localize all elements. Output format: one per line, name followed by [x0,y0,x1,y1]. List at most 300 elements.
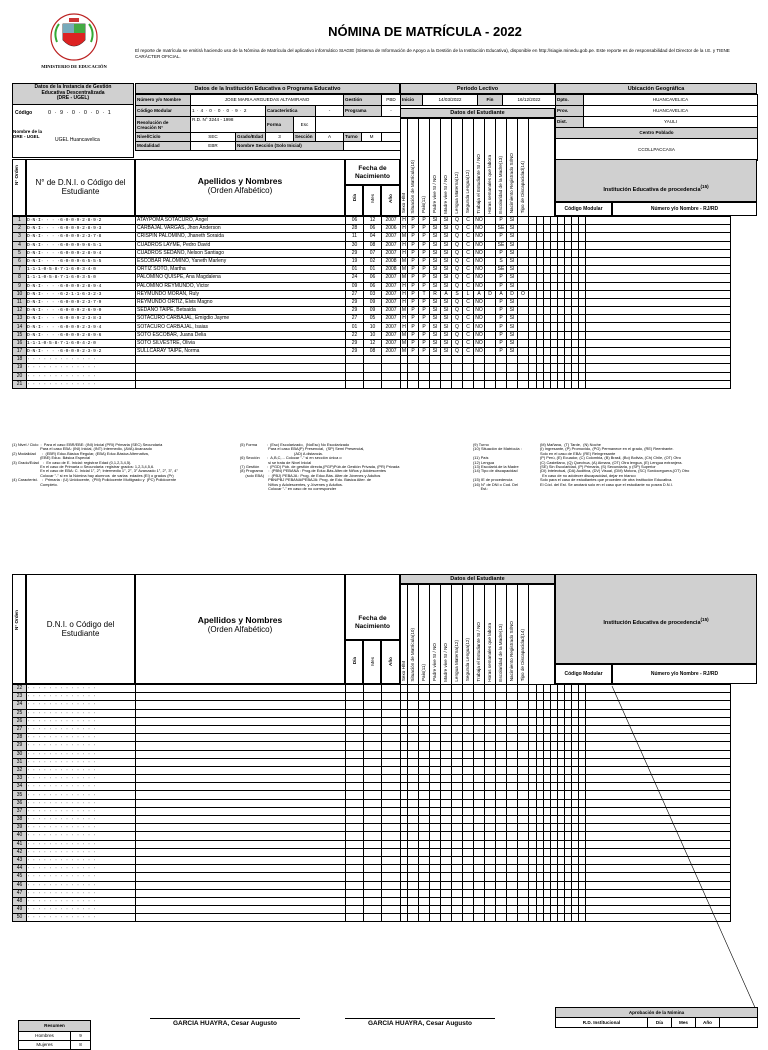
proc-cell [551,266,558,274]
empty-dni: · · · · · · · · · · · · · [27,734,136,742]
proc-cell [529,380,537,388]
proc-name [586,331,731,339]
birth-day: 01 [346,266,364,274]
empty-cell [430,775,441,783]
empty-cell [401,799,408,807]
empty-cell [485,685,496,693]
empty-cell [136,914,346,922]
empty-cell [346,832,364,840]
empty-dni: · · · · · · · · · · · · · [27,372,136,380]
proc-cell [551,758,558,766]
empty-cell [382,897,401,905]
header2-orden-text: N° Orden [14,610,19,630]
proc-cell [579,766,586,774]
empty-cell [136,783,346,791]
proc-cell [544,364,551,372]
birth-year: 2007 [382,315,401,323]
empty-cell [452,380,463,388]
empty-cell [474,380,485,388]
empty-cell [485,848,496,856]
student-attr: Q [452,323,463,331]
empty-cell [364,856,382,864]
student-attr: SI [507,274,518,282]
proc-cell [565,717,572,725]
empty-cell [474,372,485,380]
student-dni: D·N·I· · · ·6·0·0·9·2·8·9·3 [27,225,136,233]
birth-day: 29 [346,339,364,347]
proc-cell [544,290,551,298]
student-attr: P [419,348,430,356]
student-attr [485,339,496,347]
empty-cell [346,865,364,873]
empty-cell [419,783,430,791]
ugel-title-text: Datos de la Instancia de Gestión Educativa Descentralizada [34,84,112,96]
student-attr: C [463,323,474,331]
empty-cell [401,881,408,889]
student-name: REYMUNDO MORAN, Ruly [136,290,346,298]
empty-cell [346,897,364,905]
proc-cell [551,372,558,380]
student-attr: C [463,348,474,356]
proc-cell [544,807,551,815]
empty-cell [463,906,474,914]
birth-year: 2007 [382,282,401,290]
student-attr: P [496,339,507,347]
empty-cell [441,832,452,840]
row-number: 31 [13,758,27,766]
proc-cell [529,848,537,856]
vcol-header [518,585,529,685]
proc-cell [529,315,537,323]
table-row [13,364,731,372]
empty-cell [452,742,463,750]
student-name: CRISPIN PALOMINO, Jhaneth Soraida [136,233,346,241]
student-attr: Q [452,241,463,249]
row-number: 45 [13,873,27,881]
student-attr [518,249,529,257]
empty-cell [474,758,485,766]
empty-cell [441,906,452,914]
proc-cell [551,323,558,331]
student-attr: NO [475,348,483,355]
header2-codmod: Código Modular [555,664,612,684]
empty-cell [452,848,463,856]
empty-cell [364,766,382,774]
ie-programa-label: Programa [344,106,382,117]
proc-cell [572,824,579,832]
empty-cell [441,865,452,873]
student-name: PALOMINO REYMUNDO, Victor [136,282,346,290]
ie-turno-blank [382,133,401,142]
vcol-header-text: Sexo H/M [401,661,407,682]
row-number: 33 [13,775,27,783]
empty-cell [452,881,463,889]
student-attr [518,348,529,356]
proc-cell [544,323,551,331]
empty-cell [419,717,430,725]
student-attr [518,307,529,315]
geo-cp-title: Centro Poblado [556,128,758,139]
proc-cell [551,233,558,241]
empty-cell [452,750,463,758]
empty-cell [408,685,419,693]
empty-cell [419,906,430,914]
coat-of-arms-icon [49,12,99,62]
empty-cell [430,783,441,791]
student-attr [518,233,529,241]
proc-cell [579,372,586,380]
birth-month: 08 [364,348,382,356]
student-attr: M [401,233,407,240]
row-number: 32 [13,766,27,774]
empty-cell [382,758,401,766]
empty-cell [364,824,382,832]
birth-day: 28 [346,225,364,233]
empty-cell [430,881,441,889]
table-row [13,233,731,241]
student-attr: Q [452,331,463,339]
student-attr: Q [452,257,463,265]
empty-cell [518,848,529,856]
vcol-header [463,119,474,217]
empty-cell [441,856,452,864]
empty-cell [496,840,507,848]
proc-cell [537,249,544,257]
proc-cell [579,225,586,233]
empty-cell [496,364,507,372]
empty-dni: · · · · · · · · · · · · · [27,897,136,905]
empty-cell [382,856,401,864]
proc-cell [544,856,551,864]
empty-cell [463,807,474,815]
resumen-title: Resumen [19,1021,91,1032]
empty-cell [408,816,419,824]
legend-col4: (M) Mañana, (T) Tarde, (N) Noche (I) Ingresante, (P) Promovido, (PG) Permanece en el grado, (RE) Reentrante. Solo en el caso de EBA: (RE) Reingresante (P) Perú, (E) Ecuador, (C) Colombia, (B) Brasil, (Bo) Bolivia, (Ch) Chile, (OT) Otro (C) Castellano, (Q) Quechua, (A) Aimara, (OT) Otra lengua, (E) Lengua extranjera. (SE) Sin Escolaridad, (P) Primaria, (S) Secundaria, y (SP) Superior (DI) Intelectual, (DA) Auditiva, (DV) Visual, (DM) Motora, (SC) Sordoceguera,(OT) Otro En caso de no adolecer discapacidad, dejar en blanco Solo para el caso de estudiantes que proceden de otra Institución Educativa. El Cód. del Est. Se anotará solo en el caso que el estudiante no posea D.N.I. [540,442,690,487]
proc-cell [565,881,572,889]
birth-day: 24 [346,274,364,282]
empty-cell [401,775,408,783]
empty-dni: · · · · · · · · · · · · · [27,685,136,693]
student-name: ORTIZ SOTO, Martha [136,266,346,274]
empty-cell [518,807,529,815]
empty-cell [382,750,401,758]
student-attr: SI [507,241,518,249]
empty-cell [136,881,346,889]
empty-cell [382,906,401,914]
student-attr [518,225,529,233]
student-attr: SI [507,323,518,331]
empty-cell [136,775,346,783]
student-attr: O [518,290,529,298]
proc-cell [551,701,558,709]
proc-cell [558,840,565,848]
empty-cell [346,758,364,766]
empty-cell [496,693,507,701]
birth-day: 29 [346,307,364,315]
proc-cell [537,380,544,388]
student-attr: H [402,290,406,297]
empty-cell [401,356,408,364]
proc-cell [551,348,558,356]
empty-cell [408,848,419,856]
empty-cell [419,840,430,848]
student-attr: SI [430,282,441,290]
proc-cell [537,775,544,783]
vcol-header [485,119,496,217]
proc-cell [565,725,572,733]
empty-cell [452,783,463,791]
proc-cell [572,380,579,388]
student-attr: P [496,282,507,290]
header-fecha: Fecha de Nacimiento [345,159,400,185]
header-dni [26,159,135,216]
vcol-header-text: Horas semanales que labora [487,622,493,682]
empty-cell [441,758,452,766]
student-attr: SI [441,331,452,339]
student-attr: C [463,225,474,233]
empty-cell [430,725,441,733]
empty-cell [485,816,496,824]
proc-cell [529,217,537,225]
vcol-header-text: Tipo de Discapacidad(14) [520,629,526,682]
header2-numnom: Número y/o Nombre - RJ/RD [612,664,757,684]
proc-cell [579,832,586,840]
empty-cell [507,824,518,832]
student-attr: H [402,241,406,248]
proc-cell [558,249,565,257]
empty-cell [463,758,474,766]
proc-cell [572,331,579,339]
empty-cell [408,881,419,889]
student-attr: SI [430,241,441,249]
empty-cell [419,865,430,873]
proc-cell [537,364,544,372]
aprob-title: Aprobación de la Nómina [556,1008,758,1018]
student-attr: C [463,274,474,282]
proc-cell [537,282,544,290]
student-attr: C [463,307,474,315]
empty-cell [430,734,441,742]
empty-cell [401,725,408,733]
empty-cell [485,734,496,742]
periodo-fin: 16/12/2022 [503,95,556,106]
proc-cell [537,217,544,225]
proc-cell [537,742,544,750]
empty-cell [136,816,346,824]
empty-cell [496,685,507,693]
proc-cell [544,832,551,840]
ie-forma: Esc [294,117,316,133]
proc-cell [544,701,551,709]
proc-cell [551,380,558,388]
empty-cell [496,775,507,783]
empty-cell [463,717,474,725]
row-number: 20 [13,372,27,380]
empty-cell [346,380,364,388]
proc-cell [572,775,579,783]
birth-year: 2007 [382,241,401,249]
empty-cell [463,734,474,742]
birth-month: 02 [364,257,382,265]
proc-cell [537,685,544,693]
ie-nivel: SEC [191,133,236,142]
empty-cell [474,725,485,733]
proc-cell [529,881,537,889]
vcol-header [401,119,408,217]
empty-cell [452,914,463,922]
proc-cell [537,889,544,897]
proc-cell [565,356,572,364]
proc-cell [537,693,544,701]
row-number: 11 [13,298,27,306]
student-attr: T [419,290,430,298]
empty-cell [474,766,485,774]
proc-cell [544,758,551,766]
proc-cell [537,307,544,315]
geo-dpto-label: Dpto. [556,95,584,106]
row-number: 19 [13,364,27,372]
empty-cell [474,750,485,758]
proc-cell [565,791,572,799]
empty-cell [430,364,441,372]
empty-cell [518,766,529,774]
proc-cell [579,717,586,725]
student-attr: SI [507,225,518,233]
empty-cell [441,734,452,742]
empty-cell [430,816,441,824]
birth-month: 05 [364,315,382,323]
birth-month: 01 [364,266,382,274]
birth-year: 2007 [382,323,401,331]
empty-cell [496,742,507,750]
empty-cell [430,799,441,807]
birth-day: 29 [346,298,364,306]
geo-prov: HUANCAVELICA [584,106,758,117]
empty-dni: · · · · · · · · · · · · · [27,881,136,889]
empty-cell [474,824,485,832]
empty-cell [485,783,496,791]
empty-cell [452,356,463,364]
proc-cell [572,315,579,323]
empty-cell [430,791,441,799]
proc-cell [579,897,586,905]
row-number: 38 [13,816,27,824]
empty-cell [485,693,496,701]
row-number: 17 [13,348,27,356]
empty-cell [452,766,463,774]
proc-cell [565,233,572,241]
empty-cell [382,701,401,709]
empty-cell [136,717,346,725]
birth-day: 09 [346,282,364,290]
birth-year: 2007 [382,298,401,306]
ie-nomsec-label: Nombre Sección (Solo Inicial) [236,142,344,151]
empty-cell [452,807,463,815]
empty-cell [346,783,364,791]
empty-cell [401,824,408,832]
row-number: 39 [13,824,27,832]
proc-cell [529,290,537,298]
proc-cell [551,824,558,832]
student-attr: P [419,233,430,241]
student-attr: P [419,225,430,233]
proc-cell [529,840,537,848]
empty-cell [364,685,382,693]
empty-cell [364,758,382,766]
proc-cell [579,693,586,701]
proc-name [586,380,731,388]
empty-cell [507,717,518,725]
empty-cell [518,717,529,725]
empty-cell [452,734,463,742]
empty-dni: · · · · · · · · · · · · · [27,364,136,372]
empty-dni: · · · · · · · · · · · · · [27,725,136,733]
empty-cell [496,824,507,832]
row-number: 16 [13,339,27,347]
empty-dni: · · · · · · · · · · · · · [27,717,136,725]
empty-cell [401,807,408,815]
proc-name [586,249,731,257]
student-attr: P [496,323,507,331]
page-title: NÓMINA DE MATRÍCULA - 2022 [328,24,522,39]
empty-cell [136,701,346,709]
table-row [13,298,731,306]
table-row [13,331,731,339]
proc-cell [544,775,551,783]
proc-cell [572,266,579,274]
proc-cell [544,315,551,323]
proc-cell [537,840,544,848]
empty-cell [463,372,474,380]
proc-cell [544,865,551,873]
empty-cell [136,693,346,701]
proc-cell [544,816,551,824]
proc-cell [579,380,586,388]
proc-cell [572,766,579,774]
row-number: 46 [13,881,27,889]
vcol-header-text: Padre vive SI / NO [432,175,438,214]
proc-cell [551,897,558,905]
student-name: CARBAJAL VARGAS, Jhon Anderson [136,225,346,233]
proc-cell [551,225,558,233]
empty-cell [518,685,529,693]
proc-cell [579,799,586,807]
proc-cell [544,266,551,274]
empty-cell [452,865,463,873]
empty-cell [463,914,474,922]
birth-month: 07 [364,249,382,257]
student-attr [485,241,496,249]
student-attr: P [419,241,430,249]
empty-cell [518,906,529,914]
empty-cell [419,832,430,840]
empty-cell [364,873,382,881]
student-attr: P [496,233,507,241]
student-attr: SI [441,274,452,282]
proc-cell [572,791,579,799]
proc-cell [579,725,586,733]
empty-cell [518,775,529,783]
student-attr [485,307,496,315]
student-dni: 1·1·1·0·5·8·7·1·6·0·3·4·0 [27,266,136,274]
proc-name [586,217,731,225]
empty-cell [401,865,408,873]
student-attr: SI [507,298,518,306]
table-row [13,372,731,380]
empty-cell [496,807,507,815]
empty-cell [496,734,507,742]
empty-cell [474,364,485,372]
